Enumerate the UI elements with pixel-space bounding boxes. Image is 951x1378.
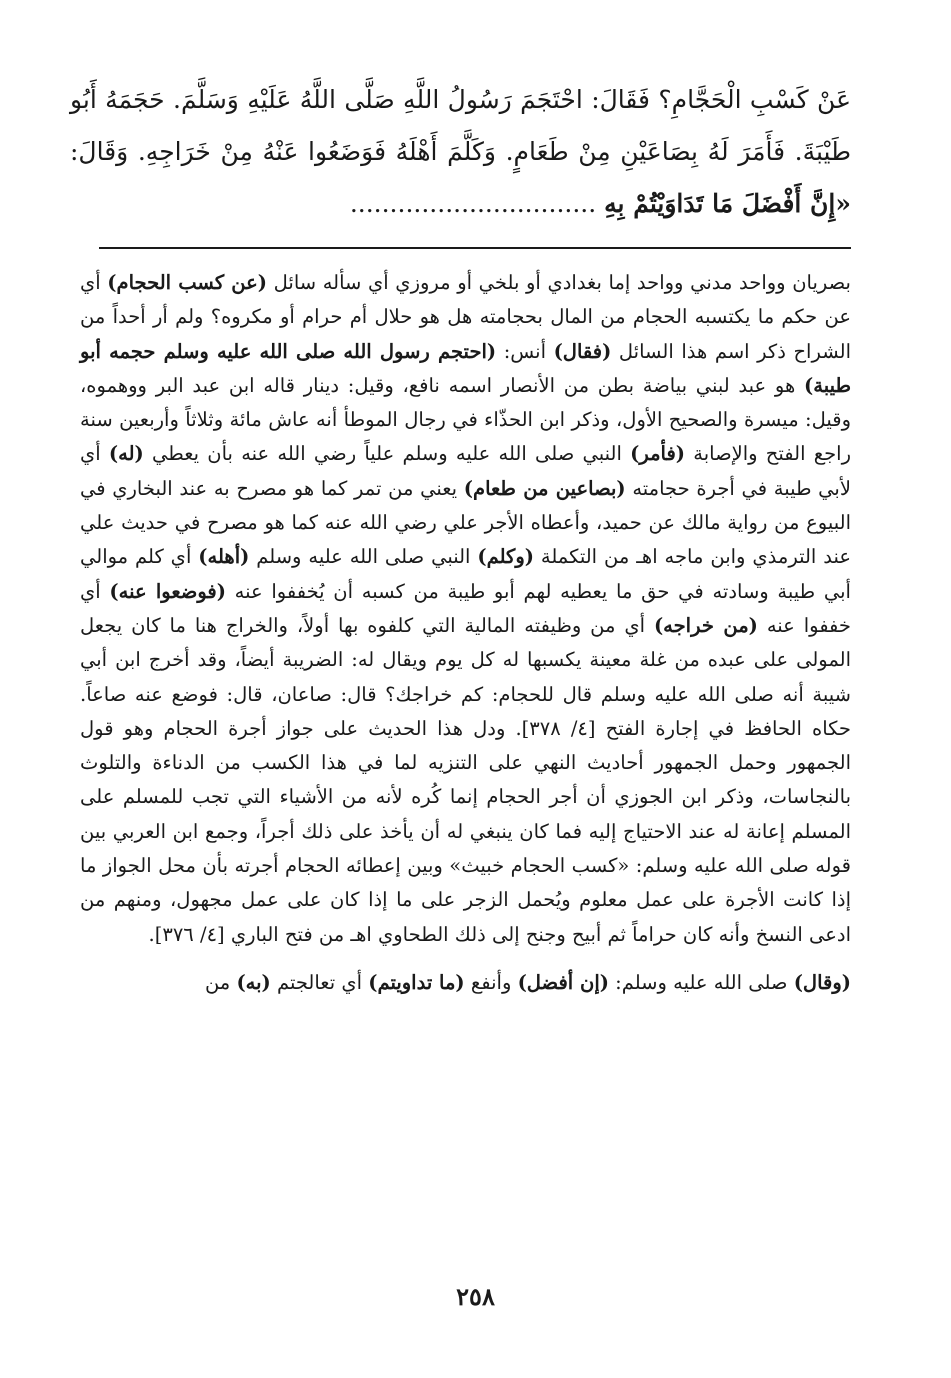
commentary-bold-phrase: (وكلم) [477,545,534,569]
hadith-text-body: عَنْ كَسْبِ الْحَجَّامِ؟ فَقَالَ: احْتَجَمَ رَسُولُ اللَّهِ صَلَّى اللَّهُ عَلَيْهِ وَسَلَّمَ. حَجَمَهُ أَبُو طَيْبَةَ. فَأَمَرَ لَهُ بِصَاعَيْنِ مِنْ طَعَامٍ. وَكَلَّمَ أَهْلَهُ فَوَضَعُوا عَنْهُ مِنْ خَرَاجِهِ. وَقَالَ: [70,85,851,166]
commentary-bold-phrase: (إن أفضل) [517,970,609,994]
commentary-segment: أي تعالجتم [270,970,369,994]
commentary-bold-phrase: (له) [108,442,144,466]
hadith-text-dots: ............................... [349,189,605,218]
commentary-bold-phrase: (احتجم رسول الله صلى الله عليه وسلم حجمه أبو طيبة) [80,339,851,397]
commentary-bold-phrase: (أهله) [198,545,250,569]
commentary-paragraph-2 [80,966,851,1000]
commentary-segment: صلى الله عليه وسلم: [608,970,794,994]
commentary-segment: أي من وظيفته المالية التي كلفوه بها أولاً، والخراج هنا ما كان يجعل المولى على عبده من غلة معينة يكسبها له كل يوم ويقال له: الضريبة أيضاً، وقد أخرج ابن أبي شيبة أنه صلى الله عليه وسلم قال للحجام: كم خراجك؟ قال: صاعان، قال: فوضع عنه صاعاً. حكاه الحافظ في إجارة الفتح [٤/ ٣٧٨]. ودل هذا الحديث على جواز أجرة الحجام وهو قول الجمهور وحمل الجمهور أحاديث النهي على التنزيه لما في هذا الكسب من الدناءة والتلوث بالنجاسات، وذكر ابن الجوزي أن أجر الحجام إنما كُره لأنه من الأشياء التي تجب للمسلم على المسلم إعانة له عند الاحتياج إليه فما كان ينبغي له أن يأخذ على ذلك أجراً، وجمع ابن العربي بين قوله صلى الله عليه وسلم: «كسب الحجام خبيث» وبين إعطائه الحجام أجرته بأن محل الجواز ما إذا كانت الأجرة على عمل معلوم ويُحمل الزجر على ما إذا كان على عمل مجهول، ومنهم من ادعى النسخ وأنه كان حراماً ثم أبيح وجنح إلى ذلك الطحاوي اهـ من فتح الباري [٤/ ٣٧٦]. [80,613,851,946]
commentary-bold-phrase: (فأمر) [630,442,686,466]
commentary-segment: النبي صلى الله عليه وسلم [249,545,478,569]
commentary-bold-phrase: (به) [236,970,271,994]
hadith-text [70,74,851,230]
commentary-bold-phrase: (من خراجه) [653,613,758,637]
commentary-bold-phrase: (بصاعين من طعام) [463,476,626,500]
commentary-bold-phrase: (وقال) [793,970,851,994]
commentary-segment: أي كلم موالي أبي طيبة وسادته في حق ما يعطيه لهم أبو طيبة من كسبه أن يُخففوا عنه [80,545,851,603]
separator-rule [99,247,851,249]
commentary-segment: أي خففوا عنه [80,579,851,637]
commentary-paragraph-1 [80,266,851,952]
commentary [80,266,851,1000]
commentary-segment: أي لأبي طيبة في أجرة حجامته [80,442,851,500]
commentary-segment: بصريان وواحد مدني وواحد إما بغدادي أو بلخي أو مروزي أي سأله سائل [267,271,851,294]
hadith-text-bold-end: «إِنَّ أَفْضَلَ مَا تَدَاوَيْتُمْ بِهِ [604,189,851,218]
commentary-bold-phrase: (فوضعوا عنه) [109,579,226,603]
commentary-segment: هو عبد لبني بياضة بطن من الأنصار اسمه نافع، وقيل: دينار قاله ابن عبد البر ووهموه، وقيل: ميسرة والصحيح الأول، وذكر ابن الحذّاء في رجال الموطأ أنه عاش مائة وثلاثاً وأربعين سنة راجع الفتح والإصابة [80,373,851,466]
commentary-segment: يعني من تمر كما هو مصرح به عند البخاري في البيوع من رواية مالك عن حميد، وأعطاه الأجر علي رضي الله عنه كما هو مصرح في حديث علي عند الترمذي وابن ماجه اهـ من التكملة [80,476,851,569]
page-number: ٢٥٨ [456,1282,495,1311]
commentary-bold-phrase: (فقال) [553,339,612,363]
commentary-segment: أنس: [496,339,554,363]
commentary-segment: من [204,970,237,994]
commentary-bold-phrase: (ما تداويتم) [368,970,465,994]
commentary-segment: النبي صلى الله عليه وسلم علياً رضي الله عنه بأن يعطي [143,442,631,466]
commentary-bold-phrase: (عن كسب الحجام) [107,271,268,294]
commentary-segment: وأنفع [464,970,518,994]
commentary-segment: أي عن حكم ما يكتسبه الحجام من المال بحجامته هل هو حلال أم حرام أو مكروه؟ ولم أر أحداً من الشراح ذكر اسم هذا السائل [80,271,851,363]
